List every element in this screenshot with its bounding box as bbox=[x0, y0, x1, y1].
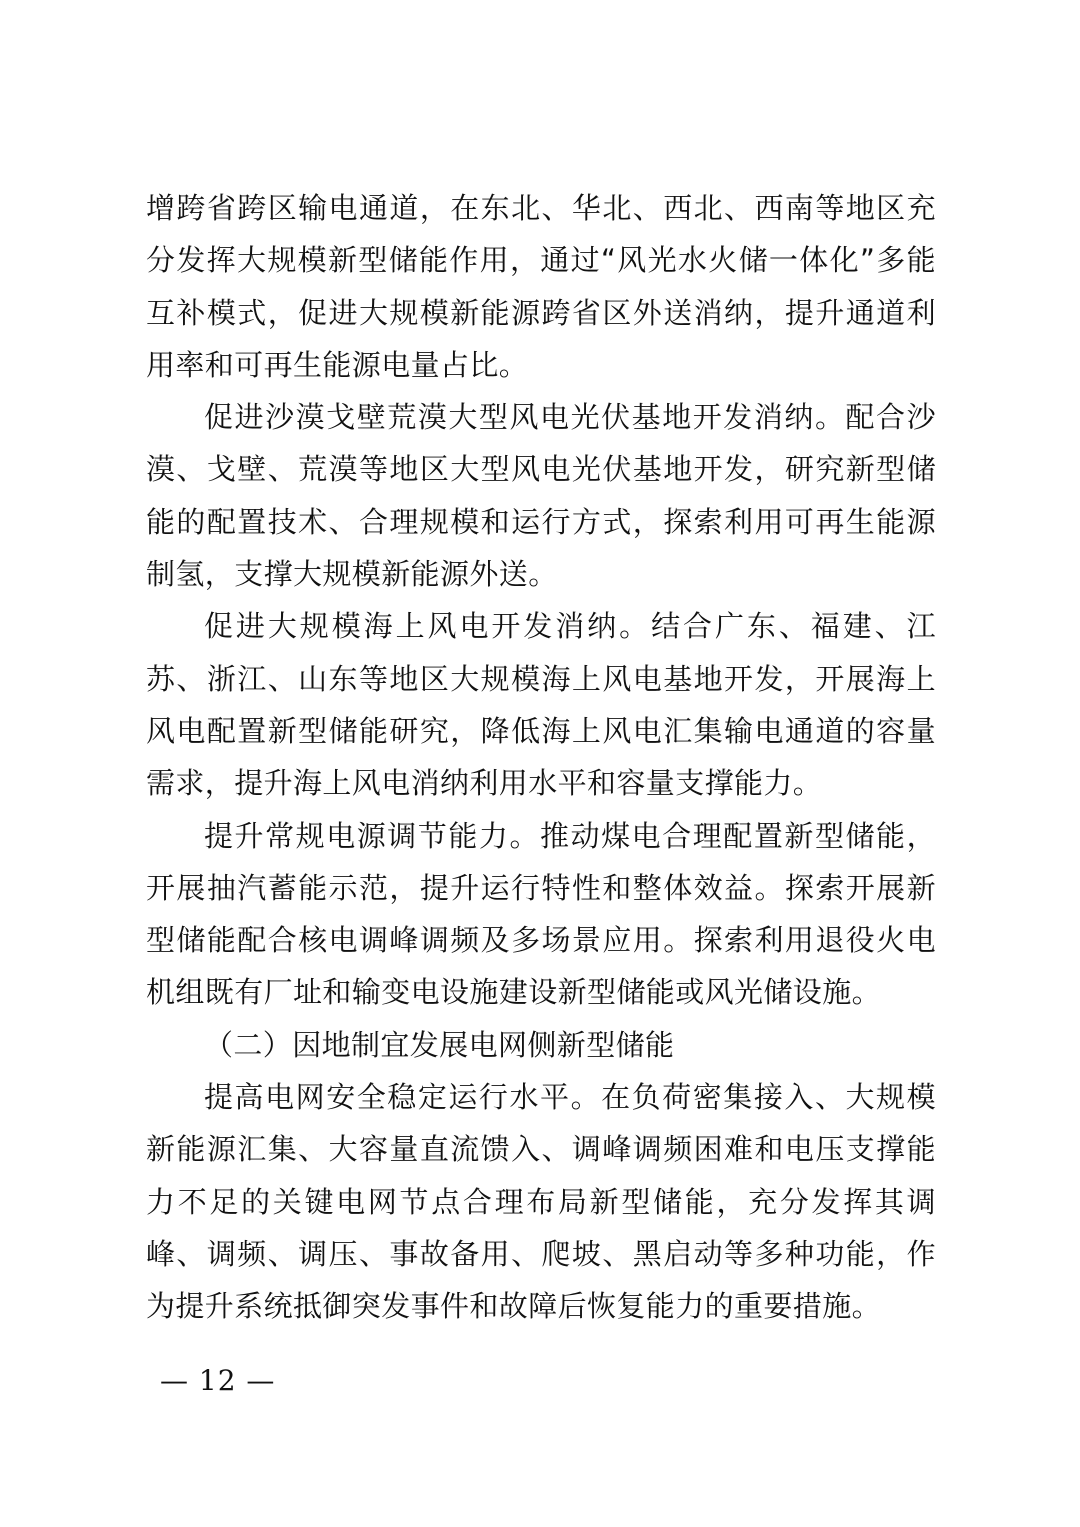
body-text bbox=[146, 182, 936, 1333]
paragraph-conventional-power: 提升常规电源调节能力。推动煤电合理配置新型储能，开展抽汽蓄能示范，提升运行特性和整体效益。探索开展新型储能配合核电调峰调频及多场景应用。探索利用退役火电机组既有厂址和输变电设施建设新型储能或风光储设施。 bbox=[146, 818, 936, 1010]
paragraph-offshore-wind: 促进大规模海上风电开发消纳。结合广东、福建、江苏、浙江、山东等地区大规模海上风电基地开发，开展海上风电配置新型储能研究，降低海上风电汇集输电通道的容量需求，提升海上风电消纳利用水平和容量支撑能力。 bbox=[146, 609, 936, 801]
paragraph-continued: 增跨省跨区输电通道，在东北、华北、西北、西南等地区充分发挥大规模新型储能作用，通过“风光水火储一体化”多能互补模式，促进大规模新能源跨省区外送消纳，提升通道利用率和可再生能源电量占比。 bbox=[146, 191, 936, 382]
paragraph-desert-wind-solar: 促进沙漠戈壁荒漠大型风电光伏基地开发消纳。配合沙漠、戈壁、荒漠等地区大型风电光伏基地开发，研究新型储能的配置技术、合理规模和运行方式，探索利用可再生能源制氢，支撑大规模新能源外送。 bbox=[146, 400, 936, 592]
section-subheading: （二）因地制宜发展电网侧新型储能 bbox=[204, 1027, 675, 1062]
page-number: — 12 — bbox=[160, 1364, 276, 1397]
paragraph-grid-safety: 提高电网安全稳定运行水平。在负荷密集接入、大规模新能源汇集、大容量直流馈入、调峰调频困难和电压支撑能力不足的关键电网节点合理布局新型储能，充分发挥其调峰、调频、调压、事故备用、爬坡、黑启动等多种功能，作为提升系统抵御突发事件和故障后恢复能力的重要措施。 bbox=[146, 1080, 936, 1324]
